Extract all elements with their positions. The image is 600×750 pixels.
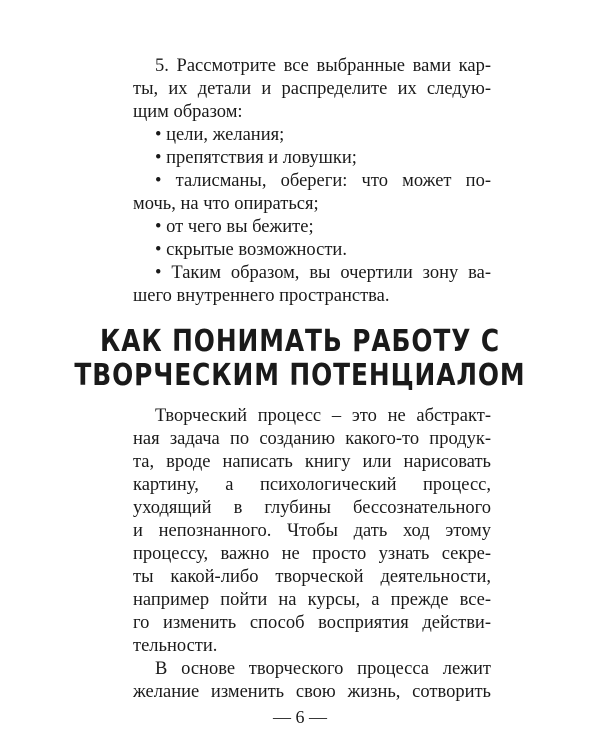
list-item: • Таким образом, вы очертили зону ва- (155, 263, 491, 283)
list-line: ты, их детали и распределите их следую- (133, 79, 491, 99)
paragraph-line: уходящий в глубины бессознательного (133, 498, 491, 518)
list-item: • талисманы, обереги: что может по- (155, 171, 491, 191)
paragraph-line: го изменить способ восприятия действи- (133, 613, 491, 633)
paragraph-line: картину, а психологический процесс, (133, 475, 491, 495)
paragraph-line: та, вроде написать книгу или нарисовать (133, 452, 491, 472)
paragraph-line: например пойти на курсы, а прежде все- (133, 590, 491, 610)
paragraph-line: желание изменить свою жизнь, сотворить (133, 682, 491, 702)
paragraph-line: тельности. (133, 636, 218, 656)
section-heading-line-2: ТВОРЧЕСКИМ ПОТЕНЦИАЛОМ (74, 358, 526, 393)
list-item: • препятствия и ловушки; (155, 148, 357, 168)
paragraph-line: процессу, важно не просто узнать секре- (133, 544, 491, 564)
page-number: — 6 — (273, 707, 327, 727)
paragraph-line: ты какой-либо творческой деятельности, (133, 567, 491, 587)
list-item: • от чего вы бежите; (155, 217, 314, 237)
list-item: • цели, желания; (155, 125, 285, 145)
paragraph-line: Творческий процесс – это не абстракт- (155, 406, 491, 426)
paragraph-line: и непознанного. Чтобы дать ход этому (133, 521, 491, 541)
list-item-continuation: шего внутреннего пространства. (133, 286, 390, 306)
paragraph-line: В основе творческого процесса лежит (155, 659, 491, 679)
list-line: щим образом: (133, 102, 243, 122)
list-line: 5. Рассмотрите все выбранные вами кар- (155, 56, 491, 76)
paragraph-line: ная задача по созданию какого-то продук- (133, 429, 491, 449)
section-heading-line-1: КАК ПОНИМАТЬ РАБОТУ С (99, 324, 501, 359)
list-item: • скрытые возможности. (155, 240, 347, 260)
list-item-continuation: мочь, на что опираться; (133, 194, 319, 214)
